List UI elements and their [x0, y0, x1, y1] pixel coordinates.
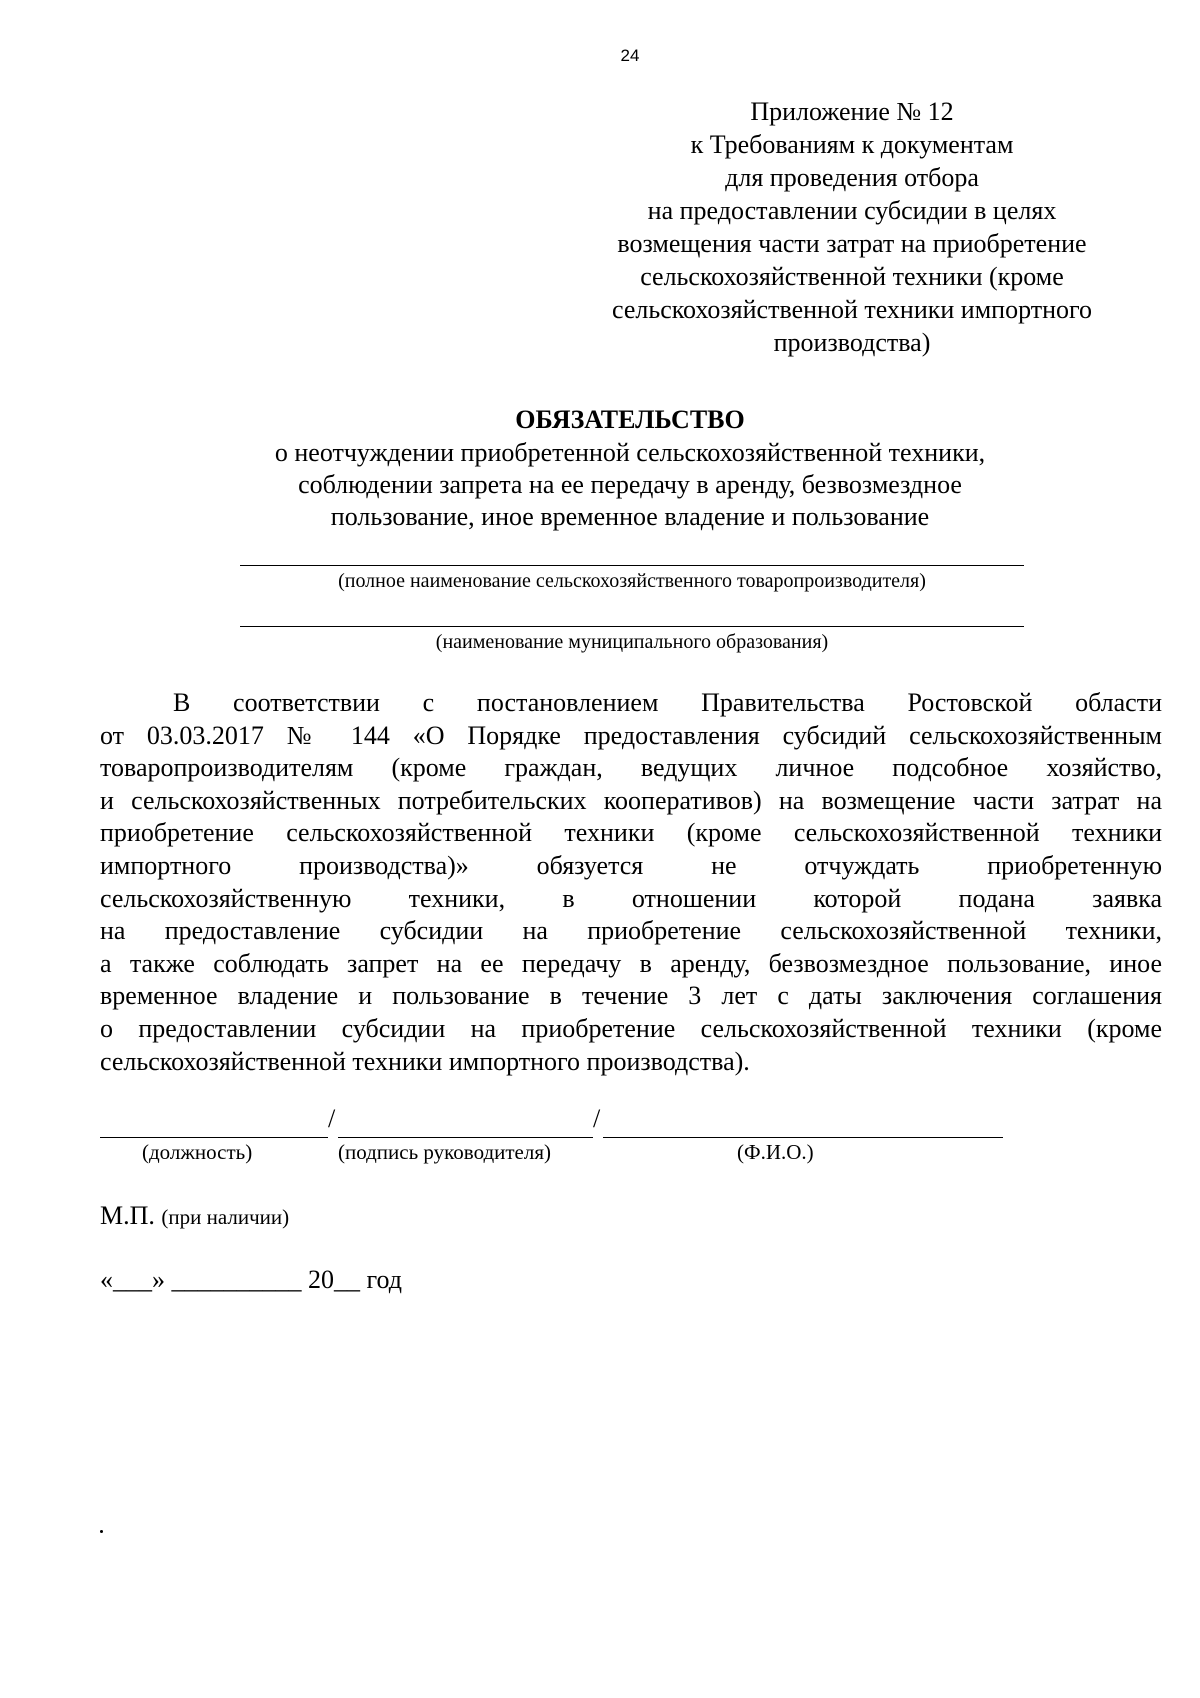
signature-caption: (подпись руководителя) — [338, 1140, 552, 1164]
seal-placeholder — [100, 1201, 289, 1231]
appendix-line: сельскохозяйственной техники (кроме — [640, 262, 1064, 291]
producer-name-caption: (полное наименование сельскохозяйственного товаропроизводителя) — [338, 570, 926, 592]
body-line: о предоставлении субсидии на приобретение сельскохозяйственной техники (кроме — [100, 1013, 1162, 1043]
appendix-header — [592, 95, 1112, 359]
seal-note: (при наличии) — [161, 1205, 290, 1229]
obligation-body — [100, 687, 1162, 1078]
seal-label: М.П. — [100, 1201, 155, 1230]
appendix-line: возмещения части затрат на приобретение — [617, 229, 1087, 258]
signature-field[interactable] — [338, 1137, 593, 1138]
municipality-caption: (наименование муниципального образования) — [435, 631, 829, 653]
signature-separator: / — [328, 1104, 336, 1133]
document-title: ОБЯЗАТЕЛЬСТВО — [515, 405, 745, 434]
appendix-line: сельскохозяйственной техники импортного — [611, 295, 1093, 324]
body-line: импортного производства)» обязуется не отчуждать приобретенную — [100, 850, 1162, 880]
signature-separator: / — [593, 1104, 601, 1133]
producer-name-field[interactable] — [240, 565, 1024, 566]
page-number: 24 — [620, 46, 640, 65]
date-field[interactable]: «___» __________ 20__ год — [100, 1265, 402, 1294]
appendix-line: производства) — [773, 328, 931, 357]
body-line: а также соблюдать запрет на ее передачу в аренду, безвозмездное пользование, иное — [100, 948, 1162, 978]
document-subtitle — [200, 437, 1060, 533]
subtitle-line: соблюдении запрета на ее передачу в аренду, безвозмездное — [298, 470, 962, 499]
appendix-line: Приложение № 12 — [750, 97, 954, 126]
footer-dot — [100, 1530, 103, 1533]
full-name-field[interactable] — [603, 1137, 1003, 1138]
appendix-line: на предоставлении субсидии в целях — [647, 196, 1057, 225]
body-line: В соответствии с постановлением Правительства Ростовской области — [173, 688, 1162, 717]
body-line: и сельскохозяйственных потребительских кооперативов) на возмещение части затрат на — [100, 785, 1162, 815]
body-line: сельскохозяйственную техники, в отношении которой подана заявка — [100, 883, 1162, 913]
body-line: временное владение и пользование в течение 3 лет с даты заключения соглашения — [100, 981, 1162, 1011]
appendix-line: к Требованиям к документам — [690, 130, 1014, 159]
body-line: на предоставление субсидии на приобретение сельскохозяйственной техники, — [100, 916, 1162, 946]
subtitle-line: о неотчуждении приобретенной сельскохозяйственной техники, — [274, 438, 986, 467]
body-line: от 03.03.2017 № 144 «О Порядке предоставления субсидий сельскохозяйственным — [100, 720, 1162, 750]
body-line: сельскохозяйственной техники импортного производства). — [100, 1046, 750, 1076]
municipality-field[interactable] — [240, 626, 1024, 627]
body-line: приобретение сельскохозяйственной техники (кроме сельскохозяйственной техники — [100, 818, 1162, 848]
appendix-line: для проведения отбора — [725, 163, 979, 192]
body-line: товаропроизводителям (кроме граждан, ведущих личное подсобное хозяйство, — [100, 753, 1162, 783]
position-field[interactable] — [100, 1137, 328, 1138]
subtitle-line: пользование, иное временное владение и пользование — [330, 502, 930, 531]
full-name-caption: (Ф.И.О.) — [737, 1140, 814, 1164]
position-caption: (должность) — [142, 1140, 253, 1164]
